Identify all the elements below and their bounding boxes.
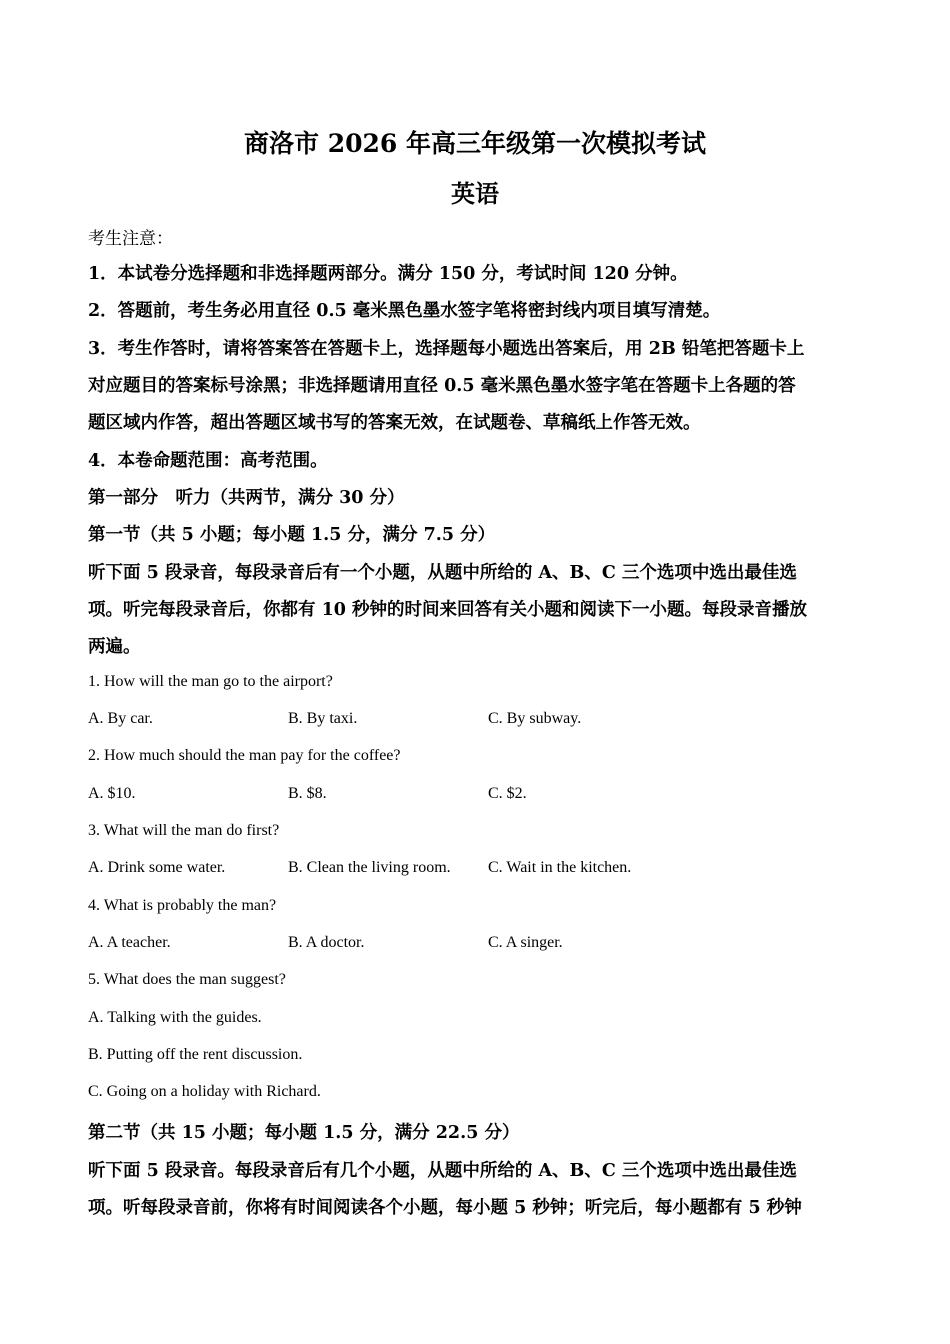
q5-option-a: A. Talking with the guides. xyxy=(88,1009,262,1026)
notice-item: 题区域内作答，超出答题区域书写的答案无效，在试题卷、草稿纸上作答无效。 xyxy=(88,413,701,433)
exam-title: 商洛市 2026 年高三年级第一次模拟考试 xyxy=(244,129,706,158)
section2-instructions: 听下面 5 段录音。每段录音后有几个小题，从题中所给的 A、B、C 三个选项中选出最佳选 xyxy=(88,1161,797,1181)
question-2: 2. How much should the man pay for the coffee? xyxy=(88,747,401,764)
q1-option-a: A. By car. xyxy=(88,710,153,727)
question-4: 4. What is probably the man? xyxy=(88,897,277,914)
q4-option-b: B. A doctor. xyxy=(288,934,365,951)
section2-instructions: 项。听每段录音前，你将有时间阅读各个小题，每小题 5 秒钟；听完后，每小题都有 5 秒钟 xyxy=(88,1198,802,1218)
section1-instructions: 项。听完每段录音后，你都有 10 秒钟的时间来回答有关小题和阅读下一小题。每段录音播放 xyxy=(88,600,808,620)
q4-option-c: C. A singer. xyxy=(488,934,563,951)
q1-option-c: C. By subway. xyxy=(488,710,582,727)
notice-heading: 考生注意： xyxy=(88,229,173,249)
q2-option-a: A. $10. xyxy=(88,785,136,802)
question-3: 3. What will the man do first? xyxy=(88,822,280,839)
section1-instructions: 听下面 5 段录音，每段录音后有一个小题，从题中所给的 A、B、C 三个选项中选出最佳选 xyxy=(88,563,797,583)
exam-subject: 英语 xyxy=(451,179,499,208)
q5-option-c: C. Going on a holiday with Richard. xyxy=(88,1083,321,1100)
question-5: 5. What does the man suggest? xyxy=(88,971,286,988)
section1-instructions: 两遍。 xyxy=(88,637,141,657)
q2-option-c: C. $2. xyxy=(488,785,527,802)
section1-heading: 第一节（共 5 小题；每小题 1.5 分，满分 7.5 分） xyxy=(88,525,496,545)
notice-item: 对应题目的答案标号涂黑；非选择题请用直径 0.5 毫米黑色墨水签字笔在答题卡上各题的答 xyxy=(88,376,796,396)
q3-option-b: B. Clean the living room. xyxy=(288,859,451,876)
q5-option-b: B. Putting off the rent discussion. xyxy=(88,1046,303,1063)
q3-option-a: A. Drink some water. xyxy=(88,859,226,876)
notice-item: 2．答题前，考生务必用直径 0.5 毫米黑色墨水签字笔将密封线内项目填写清楚。 xyxy=(88,301,721,321)
part1-heading: 第一部分 听力（共两节，满分 30 分） xyxy=(88,488,405,508)
q2-option-b: B. $8. xyxy=(288,785,327,802)
q3-option-c: C. Wait in the kitchen. xyxy=(488,859,632,876)
question-1: 1. How will the man go to the airport? xyxy=(88,673,333,690)
section2-heading: 第二节（共 15 小题；每小题 1.5 分，满分 22.5 分） xyxy=(88,1123,520,1143)
q4-option-a: A. A teacher. xyxy=(88,934,171,951)
q1-option-b: B. By taxi. xyxy=(288,710,358,727)
notice-item: 3．考生作答时，请将答案答在答题卡上，选择题每小题选出答案后，用 2B 铅笔把答题卡上 xyxy=(88,339,805,359)
notice-item: 1．本试卷分选择题和非选择题两部分。满分 150 分，考试时间 120 分钟。 xyxy=(88,264,688,284)
notice-item: 4．本卷命题范围：高考范围。 xyxy=(88,451,328,471)
